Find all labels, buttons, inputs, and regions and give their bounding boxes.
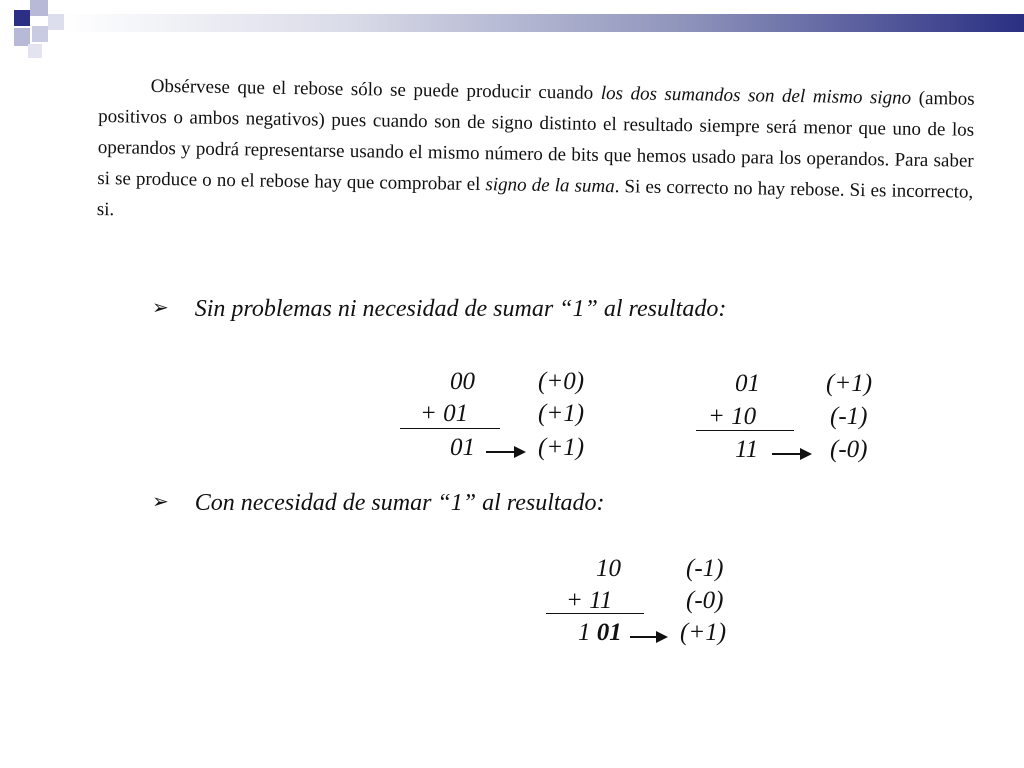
decor-square <box>14 10 30 26</box>
paragraph-text: . Si es correcto no hay rebose. Si es incorrecto, si. <box>96 176 974 221</box>
arrow-icon <box>630 636 658 638</box>
arrow-icon <box>772 453 802 455</box>
operand-b-value: (-0) <box>686 587 724 614</box>
result-value: (-0) <box>830 436 868 463</box>
intro-paragraph <box>97 70 975 239</box>
operand-a: 00 <box>450 368 475 395</box>
decor-square <box>30 0 48 16</box>
header-gradient-bar <box>62 14 1024 32</box>
operand-b: + 11 <box>566 587 613 614</box>
result-bits: 01 <box>596 619 622 646</box>
bullet-heading <box>152 490 605 517</box>
result-value: (+1) <box>680 619 727 646</box>
bullet-text: Sin problemas ni necesidad de sumar “1” al resultado: <box>194 296 727 322</box>
result-carry: 1 <box>578 619 597 646</box>
operand-a-value: (-1) <box>686 555 724 582</box>
paragraph-text: (ambos positivos o ambos negativos) pues cuando son de signo distinto el resultado siempre será menor que uno de los operandos y podrá representarse usando el mismo número de bits que hemos usado para los operandos. Para saber si se produce o no el rebose hay que comprobar el <box>97 87 975 196</box>
operand-b-value: (-1) <box>830 403 868 430</box>
decor-square <box>28 44 42 58</box>
sum-rule <box>400 428 500 429</box>
result: 11 <box>735 436 759 463</box>
bullet-text: Con necesidad de sumar “1” al resultado: <box>194 490 605 516</box>
bullet-heading <box>152 296 726 323</box>
bullet-arrow-icon: ➢ <box>152 491 169 513</box>
paragraph-emphasis: los dos sumandos son del mismo signo <box>600 82 912 109</box>
operand-a: 01 <box>735 370 760 397</box>
result-value: (+1) <box>538 434 585 461</box>
operand-b: + 01 <box>420 400 469 427</box>
sum-rule <box>546 613 644 614</box>
decor-square <box>48 14 64 30</box>
arrow-icon <box>486 451 516 453</box>
operand-a: 10 <box>596 555 621 582</box>
paragraph-text: Obsérvese que el rebose sólo se puede producir cuando <box>150 75 601 104</box>
result: 01 <box>450 434 475 461</box>
result <box>578 619 622 647</box>
paragraph-emphasis: signo de la suma <box>485 174 615 198</box>
operand-b: + 10 <box>708 403 757 430</box>
bullet-arrow-icon: ➢ <box>152 297 169 319</box>
operand-a-value: (+1) <box>826 370 873 397</box>
decor-square <box>32 26 48 42</box>
operand-a-value: (+0) <box>538 368 585 395</box>
operand-b-value: (+1) <box>538 400 585 427</box>
sum-rule <box>696 430 794 431</box>
